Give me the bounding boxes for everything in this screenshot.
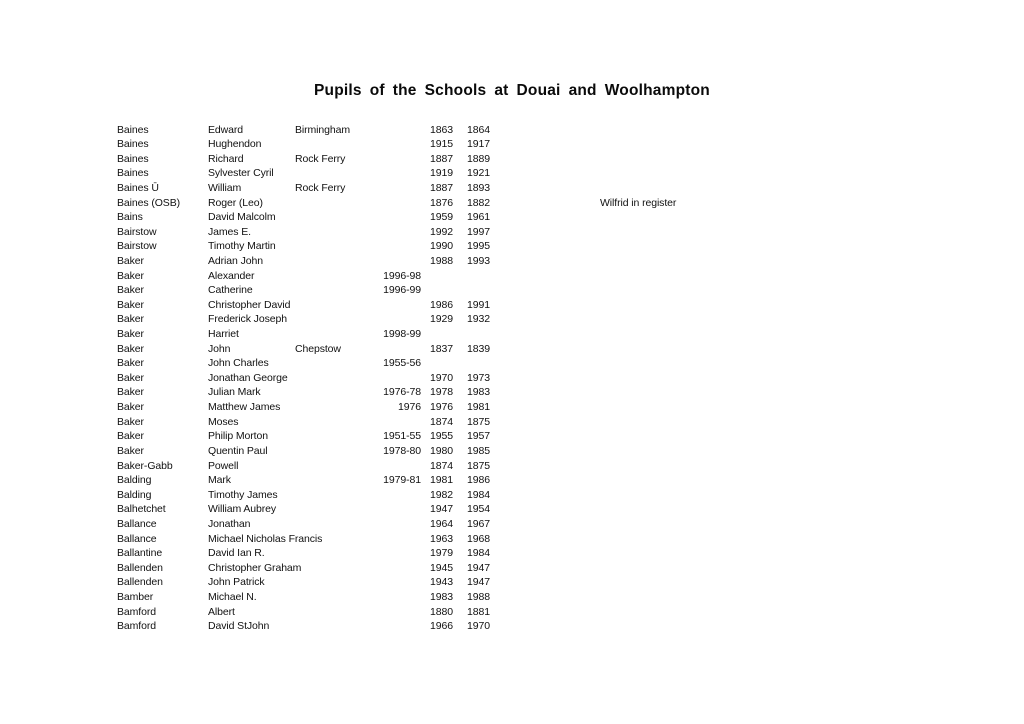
end-year-cell: 1839 (467, 342, 490, 355)
end-year-cell: 1954 (467, 503, 490, 516)
attendance-range-cell: 1951-55 (383, 430, 421, 443)
surname-cell: Baker (117, 430, 144, 443)
start-year-cell: 1880 (430, 605, 453, 618)
forename-cell: William (208, 181, 242, 194)
attendance-range-cell (346, 152, 421, 167)
end-year-cell: 1875 (467, 415, 490, 428)
start-year-cell: 1874 (430, 415, 453, 428)
forename-cell: Hughendon (208, 138, 262, 151)
table-row (0, 312, 1024, 327)
surname-cell: Baker (117, 371, 144, 384)
end-year-cell: 1889 (467, 152, 490, 165)
table-row (0, 459, 1024, 474)
attendance-range-cell (346, 254, 421, 269)
table-row (0, 619, 1024, 634)
end-year-cell: 1983 (467, 386, 490, 399)
forename-cell: Jonathan George (208, 371, 288, 384)
place-cell: Rock Ferry (295, 181, 346, 194)
forename-cell: Sylvester Cyril (208, 167, 274, 180)
surname-cell: Ballance (117, 532, 157, 545)
surname-cell: Ballenden (117, 576, 163, 589)
table-row (0, 239, 1024, 254)
end-year-cell: 1893 (467, 181, 490, 194)
table-row (0, 269, 1024, 284)
start-year-cell: 1983 (430, 591, 453, 603)
start-year-cell: 1959 (430, 211, 453, 224)
forename-cell: Michael Nicholas Francis (208, 532, 323, 545)
table-row (0, 181, 1024, 196)
attendance-range-cell (346, 137, 421, 152)
table-row (0, 488, 1024, 503)
attendance-range-cell (346, 298, 421, 313)
surname-cell: Baker-Gabb (117, 459, 173, 472)
table-row (0, 210, 1024, 225)
surname-cell: Bamford (117, 605, 156, 618)
attendance-range-cell (346, 210, 421, 225)
attendance-range-cell (346, 239, 421, 254)
end-year-cell: 1986 (467, 474, 490, 487)
end-year-cell (460, 356, 490, 371)
end-year-cell (460, 327, 490, 342)
surname-cell: Bairstow (117, 240, 157, 253)
start-year-cell: 1943 (430, 576, 453, 589)
forename-cell: David Ian R. (208, 547, 265, 560)
end-year-cell: 1932 (467, 313, 490, 326)
table-row (0, 123, 1024, 138)
end-year-cell: 1984 (467, 488, 490, 501)
forename-cell: Edward (208, 123, 244, 136)
forename-cell: David Malcolm (208, 211, 276, 224)
attendance-range-cell (346, 371, 421, 386)
end-year-cell: 1875 (467, 459, 490, 472)
note-cell: Wilfrid in register (600, 196, 677, 209)
attendance-range-cell (346, 123, 421, 138)
surname-cell: Baines (OSB) (117, 196, 180, 209)
attendance-range-cell: 1979-81 (383, 474, 421, 487)
surname-cell: Baker (117, 284, 144, 297)
attendance-range-cell (346, 415, 421, 430)
place-cell: Rock Ferry (295, 152, 346, 165)
forename-cell: Christopher David (208, 298, 291, 311)
end-year-cell: 1882 (467, 196, 490, 209)
surname-cell: Baines (117, 138, 149, 151)
table-row (0, 429, 1024, 444)
forename-cell: John Patrick (208, 576, 265, 589)
start-year-cell: 1863 (430, 123, 453, 136)
place-cell: Birmingham (295, 123, 351, 136)
attendance-range-cell: 1955-56 (383, 357, 421, 370)
forename-cell: Frederick Joseph (208, 313, 287, 326)
forename-cell: Moses (208, 415, 239, 428)
forename-cell: Julian Mark (208, 386, 261, 399)
start-year-cell: 1990 (430, 240, 453, 253)
surname-cell: Balhetchet (117, 503, 166, 516)
table-row (0, 254, 1024, 269)
start-year-cell: 1947 (430, 503, 453, 516)
surname-cell: Baker (117, 269, 144, 282)
attendance-range-cell (346, 502, 421, 517)
table-row (0, 590, 1024, 605)
start-year-cell: 1981 (430, 474, 453, 487)
surname-cell: Bairstow (117, 225, 157, 238)
start-year-cell: 1876 (430, 196, 453, 209)
surname-cell: Baker (117, 328, 144, 341)
table-row (0, 356, 1024, 371)
start-year-cell: 1986 (430, 298, 453, 311)
page-title: Pupils of the Schools at Douai and Woolhampton (314, 82, 710, 99)
table-row (0, 298, 1024, 313)
surname-cell: Baker (117, 415, 144, 428)
end-year-cell (460, 283, 490, 298)
table-row (0, 342, 1024, 357)
attendance-range-cell (346, 561, 421, 576)
attendance-range-cell (346, 488, 421, 503)
attendance-range-cell (346, 619, 421, 634)
start-year-cell: 1980 (430, 444, 453, 457)
surname-cell: Balding (117, 488, 152, 501)
surname-cell: Balding (117, 474, 152, 487)
end-year-cell: 1985 (467, 444, 490, 457)
start-year-cell: 1988 (430, 254, 453, 267)
end-year-cell: 1973 (467, 371, 490, 384)
table-row (0, 415, 1024, 430)
attendance-range-cell (346, 166, 421, 181)
end-year-cell: 1917 (467, 138, 490, 151)
end-year-cell: 1967 (467, 517, 490, 530)
surname-cell: Baker (117, 313, 144, 326)
start-year-cell: 1919 (430, 167, 453, 180)
table-row (0, 166, 1024, 181)
end-year-cell: 1881 (467, 605, 490, 618)
attendance-range-cell (346, 590, 421, 605)
surname-cell: Ballantine (117, 547, 163, 560)
start-year-cell: 1979 (430, 547, 453, 560)
table-row (0, 517, 1024, 532)
forename-cell: Jonathan (208, 517, 251, 530)
forename-cell: Michael N. (208, 591, 257, 603)
attendance-range-cell (346, 532, 421, 547)
surname-cell: Baines (117, 152, 149, 165)
attendance-range-cell: 1996-99 (383, 284, 421, 297)
attendance-range-cell (346, 546, 421, 561)
surname-cell: Baines (117, 123, 149, 136)
forename-cell: John Charles (208, 357, 269, 370)
surname-cell: Baker (117, 401, 144, 414)
forename-cell: Adrian John (208, 254, 263, 267)
forename-cell: Alexander (208, 269, 255, 282)
attendance-range-cell: 1996-98 (383, 269, 421, 282)
pupils-table (0, 123, 1024, 634)
attendance-range-cell: 1976-78 (383, 386, 421, 399)
table-row (0, 473, 1024, 488)
attendance-range-cell: 1978-80 (383, 444, 421, 457)
start-year-cell (423, 283, 453, 298)
start-year-cell: 1874 (430, 459, 453, 472)
table-row (0, 400, 1024, 415)
start-year-cell: 1887 (430, 152, 453, 165)
end-year-cell: 1961 (467, 211, 490, 224)
start-year-cell: 1915 (430, 138, 453, 151)
end-year-cell (460, 269, 490, 284)
start-year-cell: 1978 (430, 386, 453, 399)
forename-cell: Matthew James (208, 401, 281, 414)
start-year-cell (423, 327, 453, 342)
attendance-range-cell (346, 312, 421, 327)
attendance-range-cell (346, 459, 421, 474)
forename-cell: Catherine (208, 284, 253, 297)
attendance-range-cell: 1998-99 (383, 328, 421, 341)
forename-cell: James E. (208, 225, 251, 238)
end-year-cell: 1947 (467, 561, 490, 574)
end-year-cell: 1981 (467, 401, 490, 414)
forename-cell: Mark (208, 474, 231, 487)
table-row (0, 327, 1024, 342)
start-year-cell: 1992 (430, 225, 453, 238)
end-year-cell: 1984 (467, 547, 490, 560)
table-row (0, 371, 1024, 386)
end-year-cell: 1993 (467, 254, 490, 267)
table-row (0, 575, 1024, 590)
surname-cell: Bains (117, 211, 143, 224)
forename-cell: Philip Morton (208, 430, 268, 443)
table-row (0, 546, 1024, 561)
forename-cell: William Aubrey (208, 503, 277, 516)
surname-cell: Baker (117, 298, 144, 311)
forename-cell: Christopher Graham (208, 561, 302, 574)
table-row (0, 283, 1024, 298)
end-year-cell: 1947 (467, 576, 490, 589)
table-row (0, 196, 1024, 211)
forename-cell: Harriet (208, 328, 239, 341)
forename-cell: David StJohn (208, 620, 270, 633)
start-year-cell: 1837 (430, 342, 453, 355)
start-year-cell: 1963 (430, 532, 453, 545)
forename-cell: Timothy James (208, 488, 278, 501)
surname-cell: Baker (117, 254, 144, 267)
forename-cell: Albert (208, 605, 235, 618)
forename-cell: Timothy Martin (208, 240, 276, 253)
surname-cell: Baker (117, 444, 144, 457)
surname-cell: Ballenden (117, 561, 163, 574)
start-year-cell: 1964 (430, 517, 453, 530)
attendance-range-cell (346, 605, 421, 620)
end-year-cell: 1957 (467, 430, 490, 443)
end-year-cell: 1988 (467, 591, 490, 603)
surname-cell: Baines Ū (117, 181, 159, 194)
end-year-cell: 1921 (467, 167, 490, 180)
start-year-cell: 1929 (430, 313, 453, 326)
start-year-cell (423, 269, 453, 284)
start-year-cell: 1955 (430, 430, 453, 443)
table-row (0, 137, 1024, 152)
forename-cell: Richard (208, 152, 244, 165)
attendance-range-cell (346, 575, 421, 590)
forename-cell: John (208, 342, 231, 355)
place-cell: Chepstow (295, 342, 341, 355)
end-year-cell: 1995 (467, 240, 490, 253)
forename-cell: Roger (Leo) (208, 196, 263, 209)
start-year-cell: 1966 (430, 620, 453, 633)
end-year-cell: 1970 (467, 620, 490, 633)
start-year-cell (423, 356, 453, 371)
attendance-range-cell: 1976 (398, 401, 421, 414)
surname-cell: Ballance (117, 517, 157, 530)
attendance-range-cell (346, 225, 421, 240)
forename-cell: Powell (208, 459, 239, 472)
start-year-cell: 1970 (430, 371, 453, 384)
attendance-range-cell (346, 181, 421, 196)
surname-cell: Baines (117, 167, 149, 180)
surname-cell: Baker (117, 342, 144, 355)
start-year-cell: 1982 (430, 488, 453, 501)
end-year-cell: 1997 (467, 225, 490, 238)
table-row (0, 561, 1024, 576)
table-row (0, 502, 1024, 517)
surname-cell: Bamber (117, 591, 154, 603)
start-year-cell: 1945 (430, 561, 453, 574)
table-row (0, 225, 1024, 240)
table-row (0, 532, 1024, 547)
surname-cell: Baker (117, 386, 144, 399)
start-year-cell: 1976 (430, 401, 453, 414)
attendance-range-cell (346, 342, 421, 357)
start-year-cell: 1887 (430, 181, 453, 194)
table-row (0, 385, 1024, 400)
end-year-cell: 1864 (467, 123, 490, 136)
attendance-range-cell (346, 517, 421, 532)
forename-cell: Quentin Paul (208, 444, 268, 457)
surname-cell: Bamford (117, 620, 156, 633)
end-year-cell: 1991 (467, 298, 490, 311)
attendance-range-cell (346, 196, 421, 211)
surname-cell: Baker (117, 357, 144, 370)
table-row (0, 605, 1024, 620)
table-row (0, 152, 1024, 167)
end-year-cell: 1968 (467, 532, 490, 545)
table-row (0, 444, 1024, 459)
